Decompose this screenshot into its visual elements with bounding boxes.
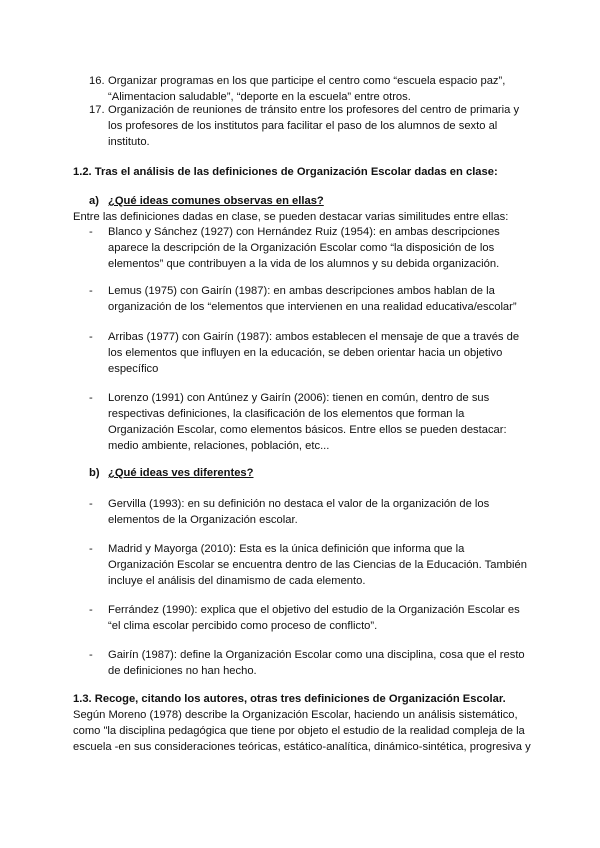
list-item-text: “Alimentacion saludable”, “deporte en la escuela” entre otros. [108,91,411,103]
bullet-text: “el clima escolar percibido como proceso de conflicto”. [108,620,378,632]
bullet-text: medio ambiente, relaciones, población, etc... [108,440,330,452]
bullet-text: Madrid y Mayorga (2010): Esta es la única definición que informa que la [108,543,465,555]
bullet-dash: - [89,604,93,616]
list-item-text: los profesores de los institutos para facilitar el paso de los alumnos de sexto al [108,120,498,132]
paragraph-line: como "la disciplina pedagógica que tiene por objeto el estudio de la realidad compleja de la [73,725,525,737]
bullet-dash: - [89,285,93,297]
section-heading: 1.2. Tras el análisis de las definiciones de Organización Escolar dadas en clase: [73,166,498,178]
subheading: ¿Qué ideas ves diferentes? [108,467,254,479]
subheading-marker: a) [89,195,99,207]
list-item-text: Organizar programas en los que participe el centro como “escuela espacio paz”, [108,75,506,87]
bullet-dash: - [89,226,93,238]
paragraph-line: Según Moreno (1978) describe la Organización Escolar, haciendo un análisis sistemático, [73,709,518,721]
bullet-text: Gairín (1987): define la Organización Escolar como una disciplina, cosa que el resto [108,649,525,661]
list-item-text: instituto. [108,136,150,148]
bullet-text: específico [108,363,159,375]
bullet-text: aparece la descripción de la Organización Escolar como “la disposición de los [108,242,495,254]
list-number: 16. [89,75,105,87]
subheading-marker: b) [89,467,100,479]
paragraph-line: escuela -en sus consideraciones teóricas, estático-analítica, dinámico-sintética, progresiva y [73,741,531,753]
bullet-text: Organización Escolar se encuentra dentro de las Ciencias de la Educación. También [108,559,527,571]
bullet-text: Lorenzo (1991) con Antúnez y Gairín (2006): tienen en común, dentro de sus [108,392,490,404]
subheading: ¿Qué ideas comunes observas en ellas? [108,195,324,207]
bullet-text: Ferrández (1990): explica que el objetivo del estudio de la Organización Escolar es [108,604,520,616]
bullet-text: Arribas (1977) con Gairín (1987): ambos establecen el mensaje de que a través de [108,331,520,343]
bullet-text: Gervilla (1993): en su definición no destaca el valor de la organización de los [108,498,490,510]
paragraph: Entre las definiciones dadas en clase, se pueden destacar varias similitudes entre ellas: [73,211,509,223]
bullet-text: elementos de la Organización escolar. [108,514,298,526]
bullet-text: Blanco y Sánchez (1927) con Hernández Ruiz (1954): en ambas descripciones [108,226,500,238]
bullet-dash: - [89,649,93,661]
bullet-text: Organización Escolar, como elementos básicos. Entre ellos se pueden destacar: [108,424,507,436]
bullet-text: Lemus (1975) con Gairín (1987): en ambas descripciones ambos hablan de la [108,285,495,297]
section-heading: 1.3. Recoge, citando los autores, otras tres definiciones de Organización Escolar. [73,693,506,705]
bullet-text: respectivas definiciones, la clasificación de los elementos que forman la [108,408,465,420]
bullet-dash: - [89,543,93,555]
bullet-dash: - [89,498,93,510]
list-number: 17. [89,104,105,116]
bullet-dash: - [89,331,93,343]
bullet-text: incluye el análisis del dinamismo de cada elemento. [108,575,366,587]
bullet-text: los elementos que influyen en la educación, se deben orientar hacia un objetivo [108,347,503,359]
bullet-text: de definiciones no han hecho. [108,665,257,677]
list-item-text: Organización de reuniones de tránsito entre los profesores del centro de primaria y [108,104,520,116]
bullet-dash: - [89,392,93,404]
bullet-text: organización de los “elementos que intervienen en una realidad educativa/escolar” [108,301,517,313]
bullet-text: elementos” que contribuyen a la vida de los alumnos y su debida organización. [108,258,500,270]
